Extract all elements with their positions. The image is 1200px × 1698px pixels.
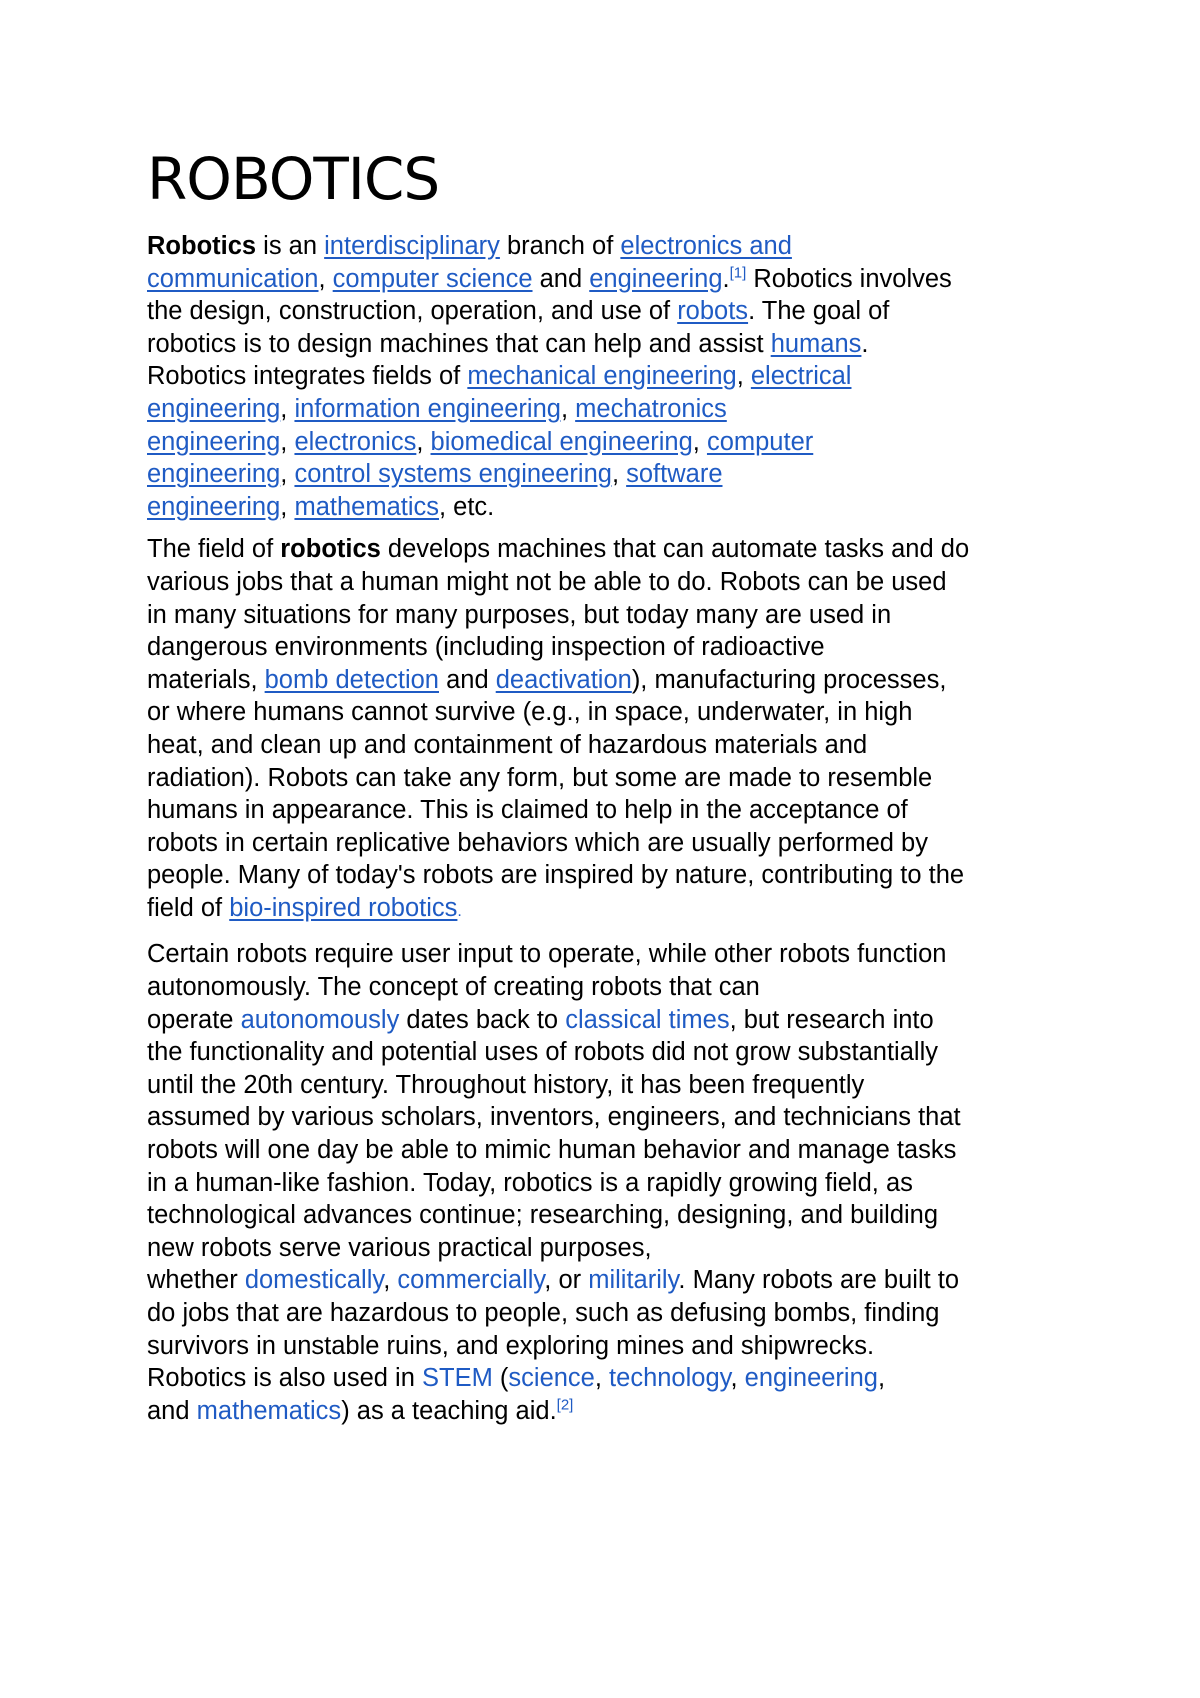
link-mechanical-engineering[interactable]: mechanical engineering (467, 362, 737, 391)
bold-term: robotics (280, 535, 381, 564)
paragraph-field: The field of robotics develops machines that can automate tasks and do various jobs that a human might not be able to do. Robots can be used in many situations for many purposes, but today many are used in dangerous environments (including inspection of radioactive materials, bomb detection and deactivation), manufacturing processes, or where humans cannot survive (e.g., in space, underwater, in high heat, and clean up and containment of hazardous materials and radiation). Robots can take any form, but some are made to resemble humans in appearance. This is claimed to help in the acceptance of robots in certain replicative behaviors which are usually performed by people. Many of today's robots are inspired by nature, contributing to the field of bio-inspired robotics. (147, 535, 970, 922)
paragraph-intro: Robotics is an interdisciplinary branch of electronics and communication, computer science and engineering.[1] Robotics involves the design, construction, operation, and use of robots. The goal of robotics is to design machines that can help and assist humans. Robotics integrates fields of mechanical engineering, electrical engineering, information engineering, mechatronics engineering, electronics, biomedical engineering, computer engineering, control systems engineering, software engineering, mathematics, etc. (147, 232, 952, 521)
link-autonomously[interactable]: autonomously (240, 1005, 400, 1034)
link-information-engineering[interactable]: information engineering (294, 394, 561, 423)
link-robots[interactable]: robots (677, 297, 749, 326)
link-commercially[interactable]: commercially (397, 1266, 545, 1295)
link-computer-engineering[interactable]: computer engineering (147, 427, 814, 489)
link-mathematics-stem[interactable]: mathematics (196, 1396, 342, 1425)
document-page (147, 145, 1067, 1437)
link-stem[interactable]: STEM (421, 1364, 493, 1393)
link-interdisciplinary[interactable]: interdisciplinary (324, 232, 500, 260)
bold-term: Robotics (147, 232, 257, 260)
link-bio-inspired-robotics[interactable]: bio-inspired robotics (229, 893, 458, 922)
page-title: ROBOTICS (147, 145, 440, 213)
link-science[interactable]: science (508, 1364, 595, 1393)
link-electrical-engineering[interactable]: electrical engineering (147, 362, 852, 423)
link-computer-science[interactable]: computer science (332, 264, 533, 293)
link-humans[interactable]: humans (770, 329, 862, 358)
link-control-systems-engineering[interactable]: control systems engineering (294, 460, 612, 489)
link-deactivation[interactable]: deactivation (495, 665, 632, 694)
link-electronics-and-communication[interactable]: electronics and communication (147, 232, 792, 293)
link-biomedical-engineering[interactable]: biomedical engineering (430, 427, 693, 456)
link-mechatronics-engineering[interactable]: mechatronics engineering (147, 394, 727, 456)
link-engineering[interactable]: engineering (589, 264, 723, 293)
link-militarily[interactable]: militarily (588, 1266, 679, 1295)
link-bomb-detection[interactable]: bomb detection (264, 665, 439, 694)
citation-2[interactable]: [2] (556, 1396, 574, 1414)
link-classical-times[interactable]: classical times (565, 1005, 730, 1034)
link-technology[interactable]: technology (609, 1364, 731, 1393)
link-software-engineering[interactable]: software engineering (147, 460, 723, 521)
citation-1[interactable]: [1] (729, 264, 747, 282)
link-electronics[interactable]: electronics (294, 427, 417, 456)
link-engineering-stem[interactable]: engineering (744, 1364, 878, 1393)
link-mathematics[interactable]: mathematics (294, 492, 439, 521)
link-domestically[interactable]: domestically (244, 1266, 384, 1295)
paragraph-autonomy: Certain robots require user input to operate, while other robots function autonomously. The concept of creating robots that can operate autonomously dates back to classical times, but research into the functionality and potential uses of robots did not grow substantially until the 20th century. Throughout history, it has been frequently assumed by various scholars, inventors, engineers, and technicians that robots will one day be able to mimic human behavior and manage tasks in a human-like fashion. Today, robotics is a rapidly growing field, as technological advances continue; researching, designing, and building new robots serve various practical purposes, whether domestically, commercially, or militarily. Many robots are built to do jobs that are hazardous to people, such as defusing bombs, finding survivors in unstable ruins, and exploring mines and shipwrecks. Robotics is also used in STEM (science, technology, engineering, and mathematics) as a teaching aid.[2] (147, 940, 961, 1425)
